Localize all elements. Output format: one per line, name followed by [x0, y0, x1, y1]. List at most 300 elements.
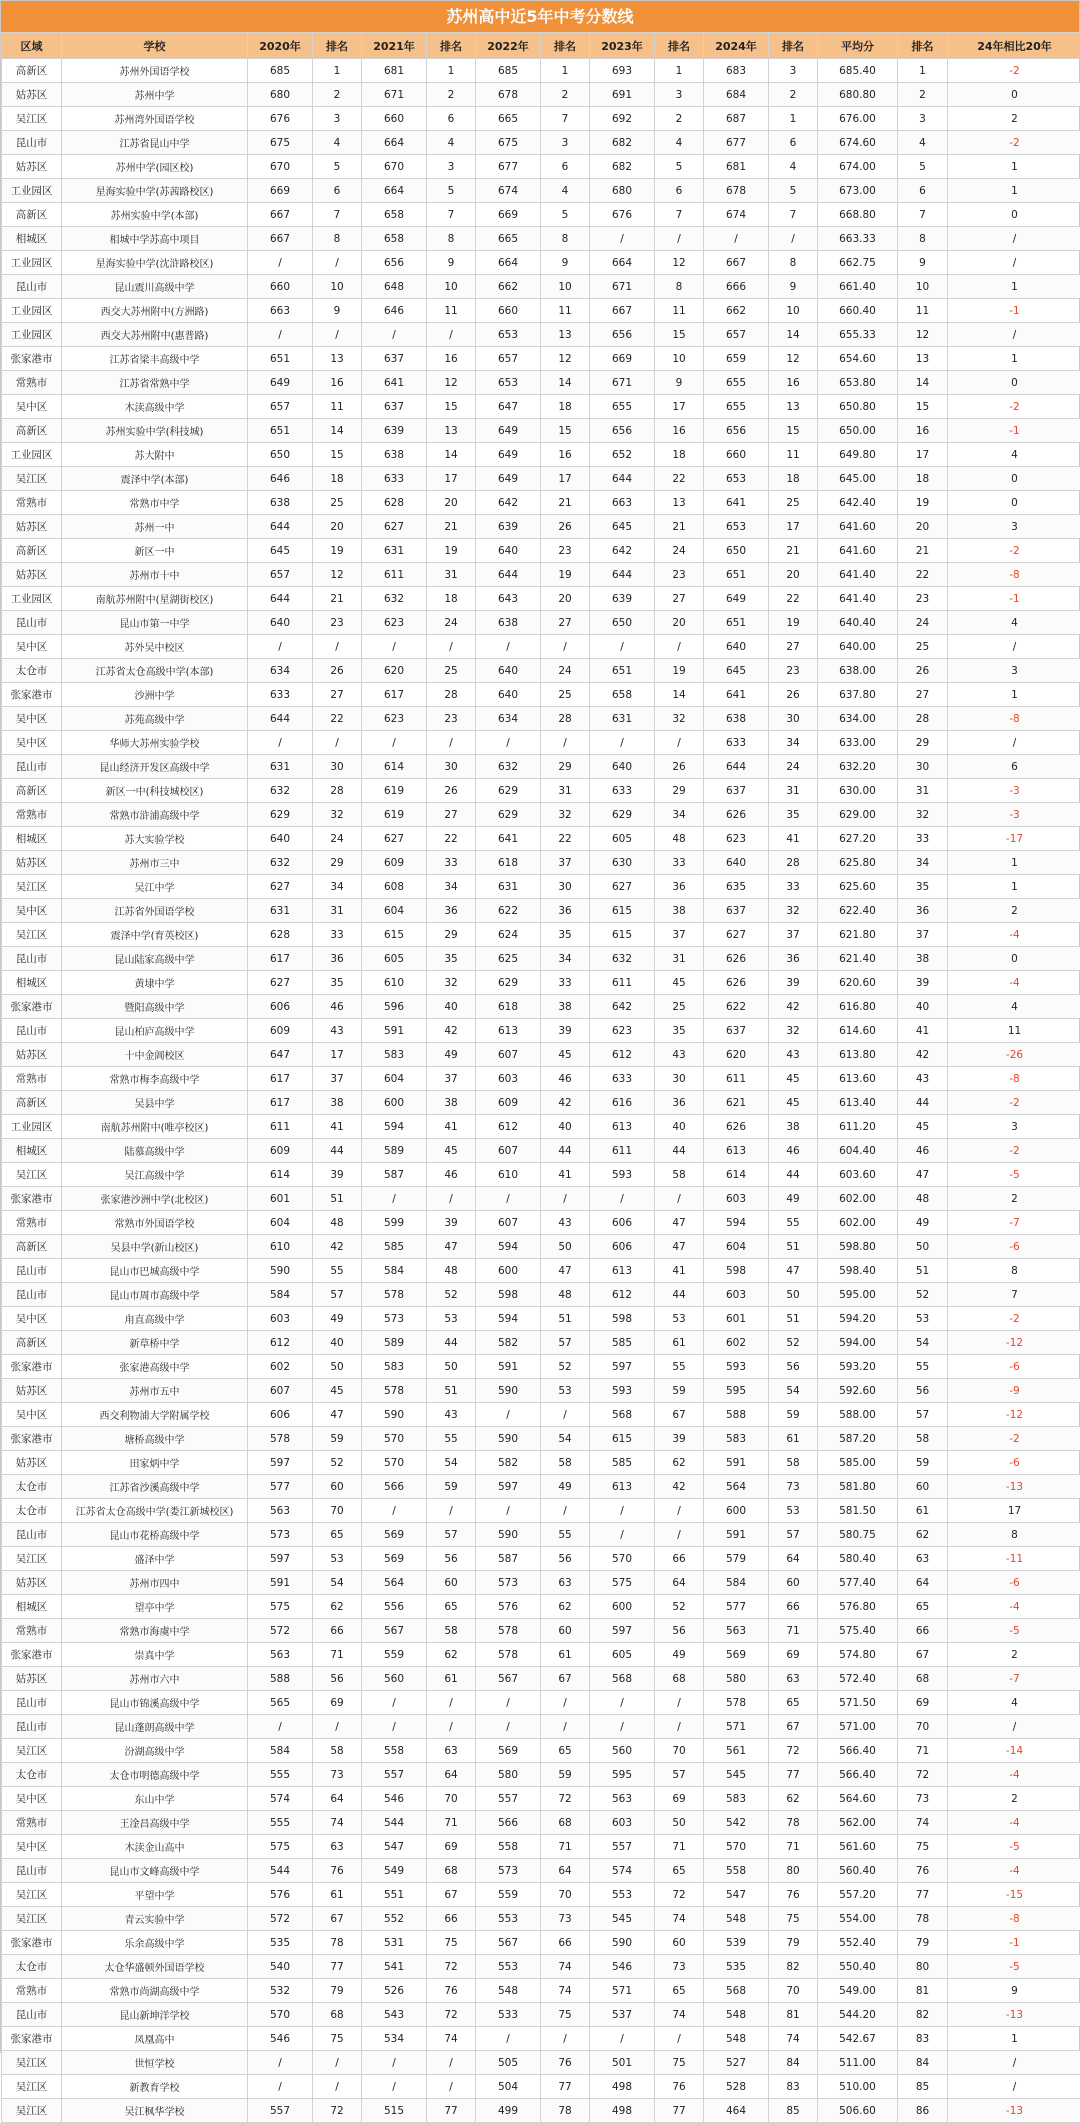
- table-cell: 11: [427, 299, 476, 323]
- school-cell: 江苏省常熟中学: [62, 371, 248, 395]
- table-cell: 568: [590, 1403, 655, 1427]
- table-row: [2, 827, 1080, 851]
- table-cell: 597: [476, 1475, 541, 1499]
- table-cell: 21: [427, 515, 476, 539]
- table-cell: 592.60: [818, 1379, 898, 1403]
- table-cell: 72: [313, 2099, 362, 2123]
- table-cell: 611: [362, 563, 427, 587]
- table-cell: 8: [313, 227, 362, 251]
- table-cell: 633: [248, 683, 313, 707]
- table-cell: 629: [590, 803, 655, 827]
- table-cell: 680.80: [818, 83, 898, 107]
- table-cell: 9: [313, 299, 362, 323]
- table-cell: 634.00: [818, 707, 898, 731]
- school-cell: 崇真中学: [62, 1643, 248, 1667]
- table-cell: 32: [541, 803, 590, 827]
- table-cell: 603: [476, 1067, 541, 1091]
- table-cell: 76: [769, 1883, 818, 1907]
- school-cell: 震泽中学(本部): [62, 467, 248, 491]
- district-cell: 张家港市: [2, 347, 62, 371]
- table-cell: 37: [898, 923, 948, 947]
- table-cell: 601: [704, 1307, 769, 1331]
- district-cell: 吴江区: [2, 2099, 62, 2123]
- table-cell: 653: [704, 467, 769, 491]
- table-row: [2, 1523, 1080, 1547]
- district-cell: 吴江区: [2, 1163, 62, 1187]
- table-cell: 74: [898, 1811, 948, 1835]
- table-cell: 17: [427, 467, 476, 491]
- table-cell: 640: [704, 851, 769, 875]
- table-cell: 57: [313, 1283, 362, 1307]
- table-cell: 504: [476, 2075, 541, 2099]
- table-cell: 549: [362, 1859, 427, 1883]
- school-cell: 昆山市花桥高级中学: [62, 1523, 248, 1547]
- table-cell: /: [590, 731, 655, 755]
- table-cell: -5: [948, 1619, 1080, 1643]
- table-cell: 59: [313, 1427, 362, 1451]
- table-cell: /: [313, 2075, 362, 2099]
- school-cell: 平望中学: [62, 1883, 248, 1907]
- table-row: [2, 2003, 1080, 2027]
- table-cell: 21: [313, 587, 362, 611]
- header-cell: 排名: [655, 33, 704, 59]
- table-cell: 680: [590, 179, 655, 203]
- table-cell: 64: [655, 1571, 704, 1595]
- table-cell: 533: [476, 2003, 541, 2027]
- table-cell: 676: [590, 203, 655, 227]
- district-cell: 相城区: [2, 971, 62, 995]
- table-cell: 555: [248, 1811, 313, 1835]
- table-cell: 582: [476, 1451, 541, 1475]
- table-cell: 602.00: [818, 1211, 898, 1235]
- table-cell: 667: [704, 251, 769, 275]
- table-cell: 10: [313, 275, 362, 299]
- district-cell: 常熟市: [2, 1619, 62, 1643]
- table-cell: 544: [248, 1859, 313, 1883]
- table-cell: 594: [362, 1115, 427, 1139]
- school-cell: 江苏省外国语学校: [62, 899, 248, 923]
- table-cell: 594: [476, 1307, 541, 1331]
- table-cell: 2: [541, 83, 590, 107]
- school-cell: 苏州实验中学(本部): [62, 203, 248, 227]
- table-cell: 72: [541, 1787, 590, 1811]
- table-cell: 18: [655, 443, 704, 467]
- table-cell: 548: [704, 2003, 769, 2027]
- table-cell: 575.40: [818, 1619, 898, 1643]
- district-cell: 高新区: [2, 1331, 62, 1355]
- table-cell: 627: [704, 923, 769, 947]
- table-cell: 684: [704, 83, 769, 107]
- table-cell: 594.00: [818, 1331, 898, 1355]
- table-cell: 552.40: [818, 1931, 898, 1955]
- table-row: [2, 395, 1080, 419]
- table-cell: 58: [427, 1619, 476, 1643]
- table-cell: 23: [769, 659, 818, 683]
- table-cell: 639: [590, 587, 655, 611]
- school-cell: 西交大苏州附中(惠普路): [62, 323, 248, 347]
- table-cell: /: [427, 2075, 476, 2099]
- table-cell: 676: [248, 107, 313, 131]
- table-cell: 621.40: [818, 947, 898, 971]
- table-cell: 36: [655, 1091, 704, 1115]
- table-cell: 40: [541, 1115, 590, 1139]
- table-cell: 643: [476, 587, 541, 611]
- school-cell: 震泽中学(育英校区): [62, 923, 248, 947]
- table-cell: -1: [948, 299, 1080, 323]
- table-cell: 637: [362, 395, 427, 419]
- table-cell: 13: [541, 323, 590, 347]
- table-cell: 555: [248, 1763, 313, 1787]
- table-cell: /: [590, 1187, 655, 1211]
- table-row: [2, 1499, 1080, 1523]
- table-cell: 48: [427, 1259, 476, 1283]
- table-cell: /: [541, 1403, 590, 1427]
- table-cell: 654.60: [818, 347, 898, 371]
- school-cell: 西交利物浦大学附属学校: [62, 1403, 248, 1427]
- table-cell: 57: [655, 1763, 704, 1787]
- table-cell: 54: [769, 1379, 818, 1403]
- table-cell: -6: [948, 1571, 1080, 1595]
- table-cell: 567: [362, 1619, 427, 1643]
- table-cell: 33: [769, 875, 818, 899]
- table-cell: 464: [704, 2099, 769, 2123]
- table-cell: 3: [948, 1115, 1080, 1139]
- table-cell: 14: [313, 419, 362, 443]
- table-cell: 629: [476, 971, 541, 995]
- table-cell: /: [362, 635, 427, 659]
- header-cell: 2021年: [362, 33, 427, 59]
- table-cell: 611: [590, 1139, 655, 1163]
- table-row: [2, 83, 1080, 107]
- school-cell: 苏大附中: [62, 443, 248, 467]
- district-cell: 昆山市: [2, 2003, 62, 2027]
- table-cell: 36: [313, 947, 362, 971]
- table-cell: -3: [948, 779, 1080, 803]
- table-cell: 46: [898, 1139, 948, 1163]
- table-cell: -6: [948, 1355, 1080, 1379]
- table-cell: 664: [362, 179, 427, 203]
- school-cell: 常熟市浒浦高级中学: [62, 803, 248, 827]
- table-cell: 67: [655, 1403, 704, 1427]
- table-cell: /: [590, 2027, 655, 2051]
- table-cell: 35: [541, 923, 590, 947]
- table-cell: 578: [476, 1619, 541, 1643]
- table-cell: 540: [248, 1955, 313, 1979]
- district-cell: 张家港市: [2, 1643, 62, 1667]
- table-cell: 597: [248, 1547, 313, 1571]
- table-cell: 585.00: [818, 1451, 898, 1475]
- table-cell: 18: [769, 467, 818, 491]
- table-cell: 18: [898, 467, 948, 491]
- school-cell: 昆山市锦溪高级中学: [62, 1691, 248, 1715]
- table-cell: 85: [769, 2099, 818, 2123]
- table-cell: 613: [590, 1475, 655, 1499]
- table-cell: 17: [769, 515, 818, 539]
- table-cell: 2: [948, 1187, 1080, 1211]
- district-cell: 姑苏区: [2, 83, 62, 107]
- table-cell: 578: [476, 1643, 541, 1667]
- table-cell: 5: [769, 179, 818, 203]
- table-cell: 631: [362, 539, 427, 563]
- table-cell: 594: [704, 1211, 769, 1235]
- table-cell: /: [427, 323, 476, 347]
- table-cell: 666: [704, 275, 769, 299]
- school-cell: 昆山蓬朗高级中学: [62, 1715, 248, 1739]
- table-cell: 642.40: [818, 491, 898, 515]
- table-cell: 23: [541, 539, 590, 563]
- table-cell: 580: [704, 1667, 769, 1691]
- table-cell: 11: [948, 1019, 1080, 1043]
- table-cell: 84: [898, 2051, 948, 2075]
- table-cell: 633: [590, 1067, 655, 1091]
- table-cell: 2: [948, 1643, 1080, 1667]
- table-cell: /: [427, 2051, 476, 2075]
- table-cell: 613: [704, 1139, 769, 1163]
- table-cell: -5: [948, 1835, 1080, 1859]
- table-cell: 52: [541, 1355, 590, 1379]
- table-cell: 67: [541, 1667, 590, 1691]
- table-row: [2, 803, 1080, 827]
- table-cell: 29: [898, 731, 948, 755]
- table-cell: 506.60: [818, 2099, 898, 2123]
- table-cell: 27: [769, 635, 818, 659]
- table-cell: 593: [590, 1163, 655, 1187]
- table-cell: 14: [769, 323, 818, 347]
- table-cell: 2: [427, 83, 476, 107]
- table-cell: 86: [898, 2099, 948, 2123]
- table-cell: 6: [898, 179, 948, 203]
- table-cell: 82: [769, 1955, 818, 1979]
- district-cell: 工业园区: [2, 299, 62, 323]
- table-cell: 50: [427, 1355, 476, 1379]
- table-cell: 27: [427, 803, 476, 827]
- table-cell: 612: [590, 1043, 655, 1067]
- table-cell: 41: [427, 1115, 476, 1139]
- district-cell: 吴中区: [2, 899, 62, 923]
- table-cell: 47: [427, 1235, 476, 1259]
- table-cell: 2: [313, 83, 362, 107]
- table-cell: 613.80: [818, 1043, 898, 1067]
- table-row: [2, 179, 1080, 203]
- district-cell: 常熟市: [2, 491, 62, 515]
- table-cell: -2: [948, 539, 1080, 563]
- table-cell: 617: [248, 1091, 313, 1115]
- table-cell: 36: [655, 875, 704, 899]
- table-cell: 614: [704, 1163, 769, 1187]
- table-cell: 44: [427, 1331, 476, 1355]
- table-cell: 66: [541, 1931, 590, 1955]
- school-cell: 吴江高级中学: [62, 1163, 248, 1187]
- table-cell: 38: [769, 1115, 818, 1139]
- table-cell: 22: [313, 707, 362, 731]
- table-cell: 17: [948, 1499, 1080, 1523]
- table-cell: 78: [541, 2099, 590, 2123]
- table-cell: 6: [427, 107, 476, 131]
- school-cell: 昆山市周市高级中学: [62, 1283, 248, 1307]
- table-cell: 607: [476, 1043, 541, 1067]
- table-cell: 638.00: [818, 659, 898, 683]
- table-cell: 641.60: [818, 515, 898, 539]
- table-cell: 48: [898, 1187, 948, 1211]
- table-cell: 77: [898, 1883, 948, 1907]
- table-cell: 25: [769, 491, 818, 515]
- table-cell: 2: [655, 107, 704, 131]
- table-cell: 570: [704, 1835, 769, 1859]
- school-cell: 新教育学校: [62, 2075, 248, 2099]
- table-cell: /: [948, 2075, 1080, 2099]
- table-cell: 15: [427, 395, 476, 419]
- table-cell: 51: [769, 1235, 818, 1259]
- table-cell: 16: [769, 371, 818, 395]
- table-cell: 539: [704, 1931, 769, 1955]
- table-cell: 84: [769, 2051, 818, 2075]
- table-cell: 79: [313, 1979, 362, 2003]
- table-cell: 570: [362, 1451, 427, 1475]
- table-cell: 625.80: [818, 851, 898, 875]
- table-cell: 641.40: [818, 587, 898, 611]
- district-cell: 吴江区: [2, 1739, 62, 1763]
- table-cell: 11: [769, 443, 818, 467]
- school-cell: 华师大苏州实验学校: [62, 731, 248, 755]
- table-cell: 33: [541, 971, 590, 995]
- table-cell: 595: [590, 1763, 655, 1787]
- table-cell: 13: [427, 419, 476, 443]
- table-cell: /: [541, 1691, 590, 1715]
- table-cell: 26: [898, 659, 948, 683]
- table-row: [2, 419, 1080, 443]
- table-cell: 26: [769, 683, 818, 707]
- table-cell: 670: [362, 155, 427, 179]
- table-cell: 17: [541, 467, 590, 491]
- table-cell: 631: [476, 875, 541, 899]
- table-cell: /: [427, 1187, 476, 1211]
- school-cell: 乐余高级中学: [62, 1931, 248, 1955]
- district-cell: 太仓市: [2, 1499, 62, 1523]
- table-cell: 49: [655, 1643, 704, 1667]
- table-cell: 51: [769, 1307, 818, 1331]
- table-cell: 32: [427, 971, 476, 995]
- table-cell: 590: [362, 1403, 427, 1427]
- table-cell: 615: [362, 923, 427, 947]
- table-cell: 583: [704, 1787, 769, 1811]
- table-cell: 69: [313, 1691, 362, 1715]
- table-cell: 639: [362, 419, 427, 443]
- table-cell: 645: [248, 539, 313, 563]
- table-cell: 578: [248, 1427, 313, 1451]
- table-cell: 61: [427, 1667, 476, 1691]
- table-cell: 9: [655, 371, 704, 395]
- district-cell: 姑苏区: [2, 1571, 62, 1595]
- table-cell: 13: [655, 491, 704, 515]
- table-cell: 577: [704, 1595, 769, 1619]
- table-cell: 578: [704, 1691, 769, 1715]
- table-cell: 10: [769, 299, 818, 323]
- table-cell: -4: [948, 971, 1080, 995]
- table-cell: 17: [313, 1043, 362, 1067]
- table-cell: 691: [590, 83, 655, 107]
- school-cell: 江苏省沙溪高级中学: [62, 1475, 248, 1499]
- table-row: [2, 1667, 1080, 1691]
- table-cell: -12: [948, 1403, 1080, 1427]
- table-row: [2, 2099, 1080, 2123]
- table-cell: 595: [704, 1379, 769, 1403]
- table-cell: 606: [590, 1211, 655, 1235]
- table-cell: 607: [476, 1139, 541, 1163]
- table-cell: 597: [590, 1355, 655, 1379]
- table-cell: 593: [704, 1355, 769, 1379]
- table-cell: 665: [476, 107, 541, 131]
- table-cell: /: [655, 1499, 704, 1523]
- table-cell: /: [541, 1187, 590, 1211]
- table-row: [2, 1691, 1080, 1715]
- district-cell: 昆山市: [2, 275, 62, 299]
- table-cell: 6: [769, 131, 818, 155]
- table-row: [2, 1595, 1080, 1619]
- table-cell: 43: [313, 1019, 362, 1043]
- table-cell: 51: [427, 1379, 476, 1403]
- table-cell: 651: [704, 611, 769, 635]
- table-cell: /: [427, 1499, 476, 1523]
- table-cell: 45: [313, 1379, 362, 1403]
- table-cell: 584: [248, 1283, 313, 1307]
- table-cell: -14: [948, 1739, 1080, 1763]
- table-cell: 655.33: [818, 323, 898, 347]
- table-row: [2, 155, 1080, 179]
- header-cell: 排名: [898, 33, 948, 59]
- table-cell: 687: [704, 107, 769, 131]
- table-cell: 619: [362, 803, 427, 827]
- table-cell: 5: [313, 155, 362, 179]
- table-cell: -4: [948, 923, 1080, 947]
- table-cell: 604: [248, 1211, 313, 1235]
- table-cell: 527: [704, 2051, 769, 2075]
- table-cell: 47: [655, 1235, 704, 1259]
- table-cell: 598.40: [818, 1259, 898, 1283]
- table-cell: 4: [655, 131, 704, 155]
- table-cell: /: [362, 2075, 427, 2099]
- district-cell: 高新区: [2, 1235, 62, 1259]
- table-cell: 49: [898, 1211, 948, 1235]
- table-row: [2, 947, 1080, 971]
- table-cell: 553: [476, 1955, 541, 1979]
- table-cell: 52: [427, 1283, 476, 1307]
- table-cell: 83: [898, 2027, 948, 2051]
- table-cell: /: [590, 1715, 655, 1739]
- table-cell: 564.60: [818, 1787, 898, 1811]
- table-cell: -2: [948, 1427, 1080, 1451]
- table-cell: 72: [655, 1883, 704, 1907]
- table-cell: 3: [655, 83, 704, 107]
- school-cell: 田家炳中学: [62, 1451, 248, 1475]
- table-cell: /: [476, 1499, 541, 1523]
- table-cell: 581.50: [818, 1499, 898, 1523]
- table-cell: 55: [313, 1259, 362, 1283]
- table-cell: /: [948, 635, 1080, 659]
- table-cell: 606: [248, 1403, 313, 1427]
- table-cell: 56: [769, 1355, 818, 1379]
- table-cell: 656: [590, 323, 655, 347]
- district-cell: 吴中区: [2, 1835, 62, 1859]
- table-cell: /: [769, 227, 818, 251]
- table-cell: 59: [769, 1403, 818, 1427]
- table-row: [2, 755, 1080, 779]
- table-cell: 498: [590, 2099, 655, 2123]
- table-cell: 41: [655, 1259, 704, 1283]
- table-cell: 0: [948, 203, 1080, 227]
- table-cell: 546: [248, 2027, 313, 2051]
- table-cell: 590: [590, 1931, 655, 1955]
- table-body: [2, 59, 1080, 2123]
